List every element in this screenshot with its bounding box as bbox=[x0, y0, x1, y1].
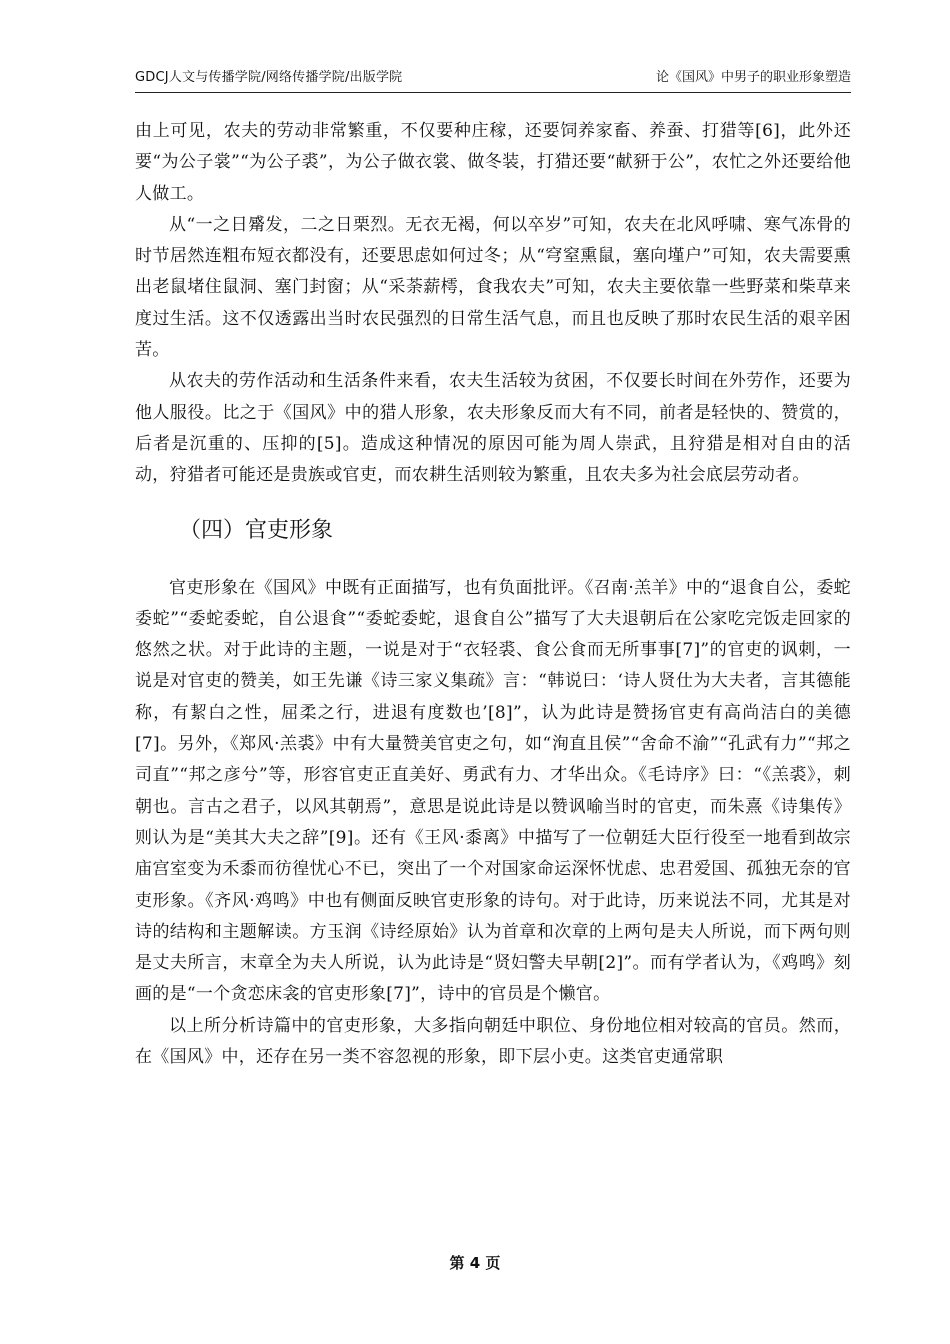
section-heading: （四）官吏形象 bbox=[179, 517, 334, 543]
body-paragraph: 由上可见，农夫的劳动非常繁重，不仅要种庄稼，还要饲养家畜、养蚕、打猎等[6]，此外还要“为公子裳”“为公子裘”，为公子做衣裳、做冬装，打猎还要“献豜于公”，农忙之外还要给他人做工。 bbox=[135, 121, 851, 204]
page-body bbox=[135, 116, 851, 1073]
body-paragraph: 以上所分析诗篇中的官吏形象，大多指向朝廷中职位、身份地位相对较高的官员。然而，在《国风》中，还存在另一类不容忽视的形象，即下层小吏。这类官吏通常职 bbox=[135, 1015, 851, 1068]
body-paragraph: 官吏形象在《国风》中既有正面描写，也有负面批评。《召南·羔羊》中的“退食自公，委蛇委蛇”“委蛇委蛇，自公退食”“委蛇委蛇，退食自公”描写了大夫退朝后在公家吃完饭走回家的悠然之状。对于此诗的主题，一说是对于“衣轻裘、食公食而无所事事[7]”的官吏的讽刺，一说是对官吏的赞美，如王先谦《诗三家义集疏》言：“韩说曰：‘诗人贤仕为大夫者，言其德能称，有絜白之性，屈柔之行，进退有度数也’[8]”，认为此诗是赞扬官吏有高尚洁白的美德[7]。另外，《郑风·羔裘》中有大量赞美官吏之句，如“洵直且侯”“舍命不渝”“孔武有力”“邦之司直”“邦之彦兮”等，形容官吏正直美好、勇武有力、才华出众。《毛诗序》曰：“《羔裘》，刺朝也。言古之君子，以风其朝焉”，意思是说此诗是以赞讽喻当时的官吏，而朱熹《诗集传》则认为是“美其大夫之辞”[9]。还有《王风·黍离》中描写了一位朝廷大臣行役至一地看到故宗庙宫室变为禾黍而彷徨忧心不已，突出了一个对国家命运深怀忧虑、忠君爱国、孤独无奈的官吏形象。《齐风·鸡鸣》中也有侧面反映官吏形象的诗句。对于此诗，历来说法不同，尤其是对诗的结构和主题解读。方玉润《诗经原始》认为首章和次章的上两句是夫人所说，而下两句则是丈夫所言，末章全为夫人所说，认为此诗是“贤妇警夫早朝[2]”。而有学者认为，《鸡鸣》刻画的是“一个贪恋床衾的官吏形象[7]”，诗中的官员是个懒官。 bbox=[135, 577, 851, 1005]
header-divider bbox=[135, 92, 851, 93]
page-header bbox=[135, 66, 851, 88]
page-number: 第 4 页 bbox=[449, 1254, 501, 1272]
header-paper-title: 论《国风》中男子的职业形象塑造 bbox=[655, 70, 851, 85]
header-institution: GDCJ人文与传播学院/网络传播学院/出版学院 bbox=[135, 70, 403, 85]
body-paragraph: 从农夫的劳作活动和生活条件来看，农夫生活较为贫困，不仅要长时间在外劳作，还要为他人服役。比之于《国风》中的猎人形象，农夫形象反而大有不同，前者是轻快的、赞赏的，后者是沉重的、压抑的[5]。造成这种情况的原因可能为周人崇武，且狩猎是相对自由的活动，狩猎者可能还是贵族或官吏，而农耕生活则较为繁重，且农夫多为社会底层劳动者。 bbox=[135, 371, 851, 486]
body-paragraph: 从“一之日觱发，二之日栗烈。无衣无褐，何以卒岁”可知，农夫在北风呼啸、寒气冻骨的时节居然连粗布短衣都没有，还要思虑如何过冬；从“穹窒熏鼠，塞向墐户”可知，农夫需要熏出老鼠堵住鼠洞、塞门封窗；从“采荼薪樗，食我农夫”可知，农夫主要依靠一些野菜和柴草来度过生活。这不仅透露出当时农民强烈的日常生活气息，而且也反映了那时农民生活的艰辛困苦。 bbox=[135, 214, 851, 361]
